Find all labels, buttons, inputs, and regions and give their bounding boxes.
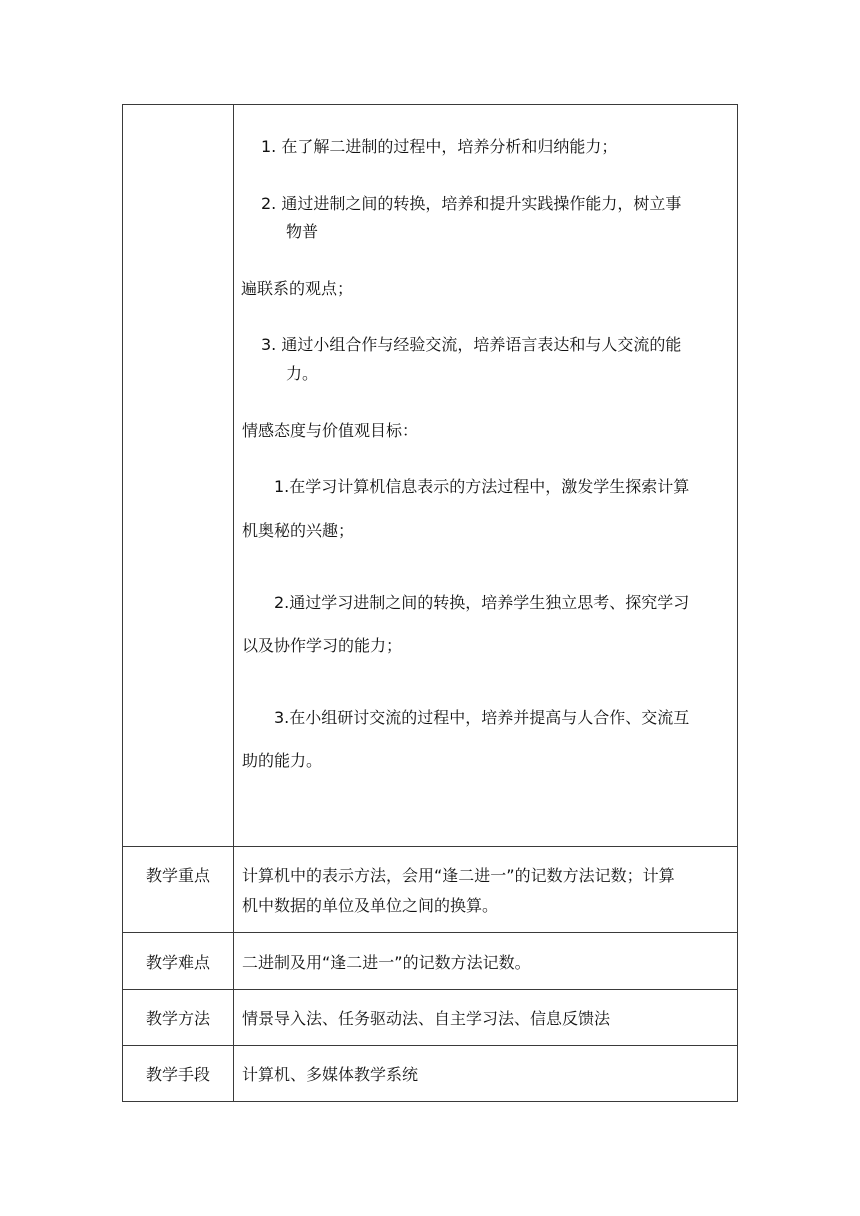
row-label-methods: 教学方法 (145, 1009, 210, 1028)
lesson-plan-table (122, 104, 738, 1102)
column-divider (233, 105, 234, 1101)
row-divider (123, 1045, 737, 1046)
emotion-goals-heading: 情感态度与价值观目标： (242, 421, 419, 440)
goal-item-3-line2: 力。 (286, 364, 319, 383)
row-divider (123, 989, 737, 990)
row-label-difficulties: 教学难点 (145, 953, 210, 972)
emotion-goal-1-line1: 1.在学习计算机信息表示的方法过程中，激发学生探索计算 (274, 477, 690, 496)
row-label-means: 教学手段 (145, 1065, 210, 1084)
emotion-goal-1-line2: 机奥秘的兴趣； (242, 521, 355, 540)
difficulties-text: 二进制及用“逢二进一”的记数方法记数。 (242, 953, 531, 972)
goal-item-2-continuation: 遍联系的观点； (241, 279, 354, 298)
means-text: 计算机、多媒体教学系统 (242, 1065, 419, 1084)
key-points-line2: 机中数据的单位及单位之间的换算。 (242, 896, 499, 915)
emotion-goal-2-line1: 2.通过学习进制之间的转换，培养学生独立思考、探究学习 (274, 593, 690, 612)
row-label-key-points: 教学重点 (145, 866, 210, 885)
goal-item-2-line2: 物普 (286, 222, 319, 241)
row-divider (123, 846, 737, 847)
row-divider (123, 932, 737, 933)
emotion-goal-2-line2: 以及协作学习的能力； (242, 636, 403, 655)
goal-item-1: 1. 在了解二进制的过程中，培养分析和归纳能力； (261, 137, 618, 156)
methods-text: 情景导入法、任务驱动法、自主学习法、信息反馈法 (242, 1009, 611, 1028)
emotion-goal-3-line2: 助的能力。 (242, 751, 323, 770)
goal-item-3-line1: 3. 通过小组合作与经验交流，培养语言表达和与人交流的能 (261, 335, 682, 354)
goal-item-2-line1: 2. 通过进制之间的转换，培养和提升实践操作能力，树立事 (261, 194, 682, 213)
key-points-line1: 计算机中的表示方法，会用“逢二进一”的记数方法记数；计算 (242, 866, 675, 885)
emotion-goal-3-line1: 3.在小组研讨交流的过程中，培养并提高与人合作、交流互 (274, 708, 690, 727)
